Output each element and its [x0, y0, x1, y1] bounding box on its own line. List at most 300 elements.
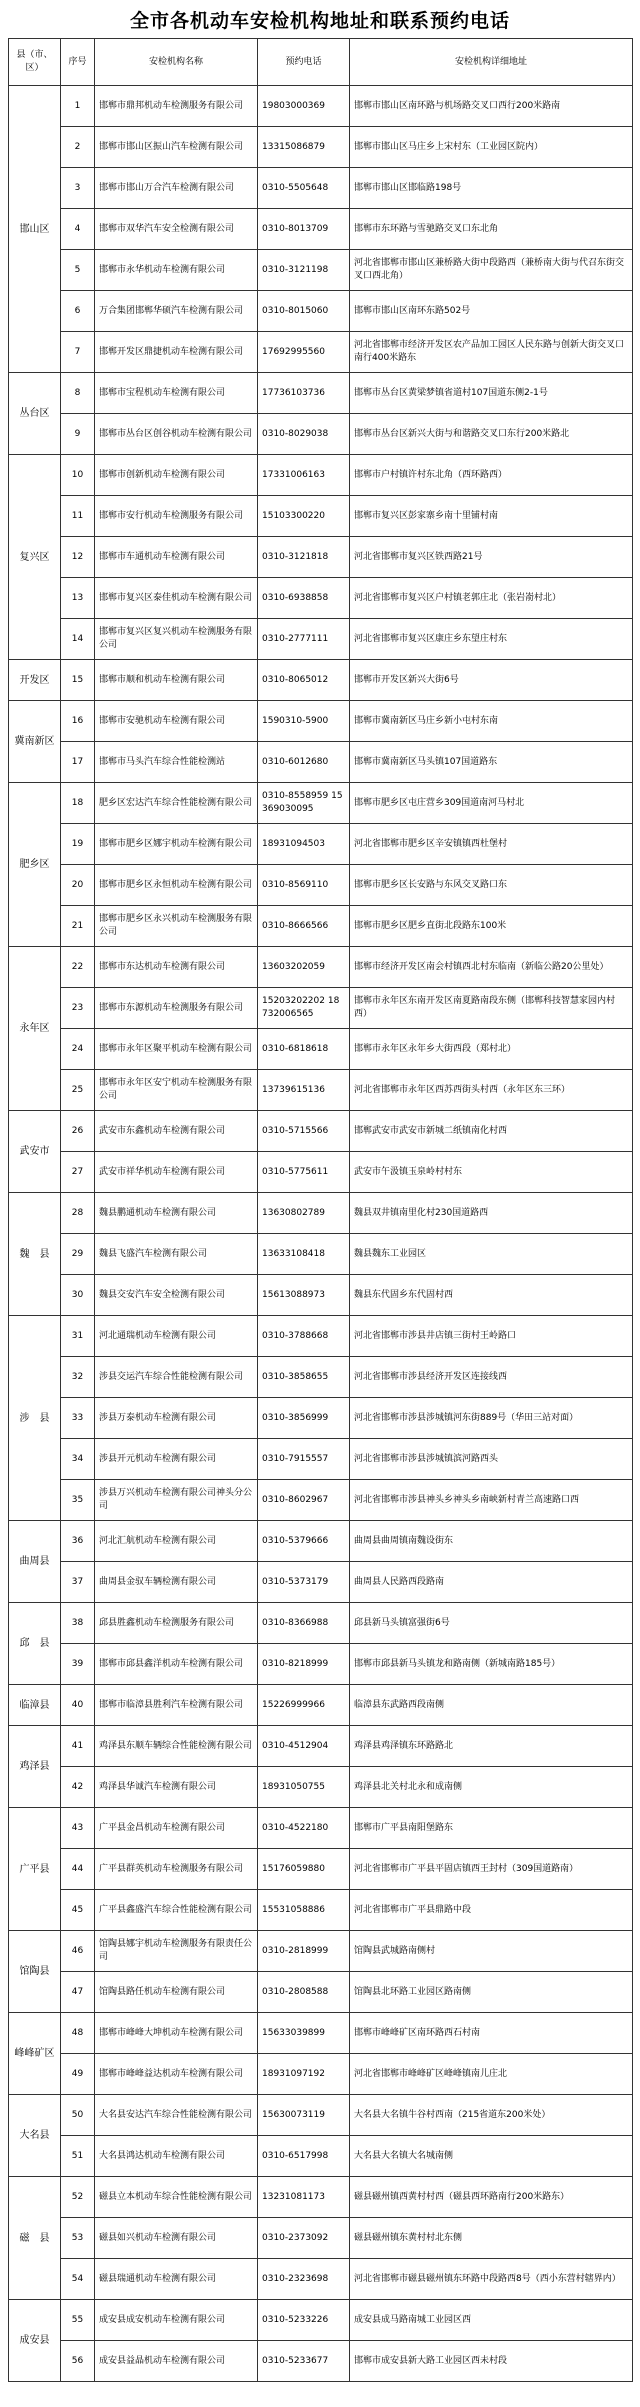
name-cell: 成安县益晶机动车检测有限公司 — [95, 2341, 258, 2382]
address-cell: 邯郸市肥乡区长安路与东风交叉路口东 — [350, 865, 633, 906]
address-cell: 河北省邯郸市复兴区户村镇老郭庄北（张岩嵛村北） — [350, 578, 633, 619]
name-cell: 邯郸市安行机动车检测服务有限公司 — [95, 496, 258, 537]
address-cell: 魏县魏东工业园区 — [350, 1234, 633, 1275]
address-cell: 邱县新马头镇富强街6号 — [350, 1603, 633, 1644]
seq-cell: 56 — [61, 2341, 95, 2382]
seq-cell: 30 — [61, 1275, 95, 1316]
name-cell: 武安市东鑫机动车检测有限公司 — [95, 1111, 258, 1152]
phone-cell: 13633108418 — [258, 1234, 350, 1275]
table-row — [9, 1808, 633, 1849]
address-cell: 鸡泽县北关村北永和成南侧 — [350, 1767, 633, 1808]
phone-cell: 0310-8015060 — [258, 291, 350, 332]
seq-cell: 17 — [61, 742, 95, 783]
table-row — [9, 1480, 633, 1521]
name-cell: 广平县鑫盛汽车综合性能检测有限公司 — [95, 1890, 258, 1931]
name-cell: 邯郸市复兴区泰佳机动车检测有限公司 — [95, 578, 258, 619]
table-row — [9, 250, 633, 291]
table-row — [9, 2013, 633, 2054]
seq-cell: 20 — [61, 865, 95, 906]
seq-cell: 52 — [61, 2177, 95, 2218]
phone-cell: 15176059880 — [258, 1849, 350, 1890]
address-cell: 大名县大名镇牛谷村西南（215省道东200米处） — [350, 2095, 633, 2136]
phone-cell: 15103300220 — [258, 496, 350, 537]
address-cell: 邯郸市成安县新大路工业园区西未村段 — [350, 2341, 633, 2382]
phone-cell: 0310-2808588 — [258, 1972, 350, 2013]
seq-cell: 1 — [61, 86, 95, 127]
name-cell: 馆陶县娜宇机动车检测服务有限责任公司 — [95, 1931, 258, 1972]
address-cell: 河北省邯郸市肥乡区辛安镇镇西杜堡村 — [350, 824, 633, 865]
county-cell: 永年区 — [9, 947, 61, 1111]
address-cell: 邯郸市户村镇许村东北角（西环路西） — [350, 455, 633, 496]
seq-cell: 11 — [61, 496, 95, 537]
seq-cell: 14 — [61, 619, 95, 660]
county-cell: 邱 县 — [9, 1603, 61, 1685]
address-cell: 邯郸市冀南新区马头镇107国道路东 — [350, 742, 633, 783]
seq-cell: 27 — [61, 1152, 95, 1193]
phone-cell: 0310-3121818 — [258, 537, 350, 578]
table-row — [9, 1316, 633, 1357]
seq-cell: 38 — [61, 1603, 95, 1644]
address-cell: 磁县磁州镇东黄村村北东侧 — [350, 2218, 633, 2259]
name-cell: 魏县鹏通机动车检测有限公司 — [95, 1193, 258, 1234]
table-row — [9, 824, 633, 865]
table-row — [9, 1890, 633, 1931]
county-cell: 开发区 — [9, 660, 61, 701]
name-cell: 大名县鸿达机动车检测有限公司 — [95, 2136, 258, 2177]
county-cell: 馆陶县 — [9, 1931, 61, 2013]
seq-cell: 7 — [61, 332, 95, 373]
county-cell: 邯山区 — [9, 86, 61, 373]
seq-cell: 41 — [61, 1726, 95, 1767]
name-cell: 邯郸开发区鼎捷机动车检测有限公司 — [95, 332, 258, 373]
name-cell: 邯郸市肥乡区永兴机动车检测服务有限公司 — [95, 906, 258, 947]
name-cell: 涉县万泰机动车检测有限公司 — [95, 1398, 258, 1439]
name-cell: 邯郸市丛台区创谷机动车检测有限公司 — [95, 414, 258, 455]
name-cell: 成安县成安机动车检测有限公司 — [95, 2300, 258, 2341]
address-cell: 河北省邯郸市涉县涉城镇滨河路西头 — [350, 1439, 633, 1480]
seq-cell: 5 — [61, 250, 95, 291]
seq-cell: 6 — [61, 291, 95, 332]
table-row — [9, 1275, 633, 1316]
name-cell: 涉县万兴机动车检测有限公司神头分公司 — [95, 1480, 258, 1521]
address-cell: 河北省邯郸市邯山区兼桥路大街中段路西（兼桥南大街与代召东街交叉口西北角） — [350, 250, 633, 291]
table-row — [9, 1726, 633, 1767]
name-cell: 邯郸市永年区安宁机动车检测服务有限公司 — [95, 1070, 258, 1111]
phone-cell: 15633039899 — [258, 2013, 350, 2054]
address-cell: 馆陶县武城路南侧村 — [350, 1931, 633, 1972]
phone-cell: 0310-5505648 — [258, 168, 350, 209]
address-cell: 河北省邯郸市复兴区康庄乡东望庄村东 — [350, 619, 633, 660]
page-title: 全市各机动车安检机构地址和联系预约电话 — [129, 10, 510, 32]
seq-cell: 42 — [61, 1767, 95, 1808]
table-row — [9, 209, 633, 250]
table-row — [9, 865, 633, 906]
address-cell: 成安县成马路南城工业园区西 — [350, 2300, 633, 2341]
seq-cell: 43 — [61, 1808, 95, 1849]
county-cell: 成安县 — [9, 2300, 61, 2382]
table-row — [9, 496, 633, 537]
name-cell: 肥乡区宏达汽车综合性能检测有限公司 — [95, 783, 258, 824]
address-cell: 河北省邯郸市永年区西苏西街头村西（永年区东三环） — [350, 1070, 633, 1111]
county-cell: 鸡泽县 — [9, 1726, 61, 1808]
name-cell: 邯郸市安驰机动车检测有限公司 — [95, 701, 258, 742]
table-row — [9, 1111, 633, 1152]
table-row — [9, 127, 633, 168]
county-cell: 丛台区 — [9, 373, 61, 455]
table-row — [9, 1152, 633, 1193]
address-cell: 曲周县人民路西段路南 — [350, 1562, 633, 1603]
table-row — [9, 291, 633, 332]
phone-cell: 0310-5233677 — [258, 2341, 350, 2382]
seq-cell: 25 — [61, 1070, 95, 1111]
phone-cell: 0310-2818999 — [258, 1931, 350, 1972]
inspection-table — [8, 38, 633, 2382]
header-seq: 序号 — [61, 39, 95, 86]
seq-cell: 36 — [61, 1521, 95, 1562]
seq-cell: 40 — [61, 1685, 95, 1726]
name-cell: 鸡泽县华诚汽车检测有限公司 — [95, 1767, 258, 1808]
seq-cell: 4 — [61, 209, 95, 250]
address-cell: 邯郸市开发区新兴大街6号 — [350, 660, 633, 701]
address-cell: 曲周县曲周镇南魏设街东 — [350, 1521, 633, 1562]
address-cell: 魏县东代固乡东代固村西 — [350, 1275, 633, 1316]
name-cell: 磁县瑞通机动车检测有限公司 — [95, 2259, 258, 2300]
name-cell: 邯郸市东源机动车检测服务有限公司 — [95, 988, 258, 1029]
phone-cell: 0310-5379666 — [258, 1521, 350, 1562]
name-cell: 邱县胜鑫机动车检测服务有限公司 — [95, 1603, 258, 1644]
name-cell: 邯郸市顺和机动车检测有限公司 — [95, 660, 258, 701]
seq-cell: 23 — [61, 988, 95, 1029]
header-phone: 预约电话 — [258, 39, 350, 86]
seq-cell: 35 — [61, 1480, 95, 1521]
address-cell: 河北省邯郸市涉县涉城镇河东街889号（华田三站对面） — [350, 1398, 633, 1439]
name-cell: 河北通瑞机动车检测有限公司 — [95, 1316, 258, 1357]
name-cell: 邯郸市复兴区复兴机动车检测服务有限公司 — [95, 619, 258, 660]
county-cell: 磁 县 — [9, 2177, 61, 2300]
phone-cell: 0310-3121198 — [258, 250, 350, 291]
phone-cell: 13603202059 — [258, 947, 350, 988]
address-cell: 河北省邯郸市磁县磁州镇东环路中段路西8号（西小东营村辖界内） — [350, 2259, 633, 2300]
seq-cell: 15 — [61, 660, 95, 701]
name-cell: 邯郸市临漳县胜利汽车检测有限公司 — [95, 1685, 258, 1726]
header-name: 安检机构名称 — [95, 39, 258, 86]
phone-cell: 0310-8558959 15369030095 — [258, 783, 350, 824]
seq-cell: 50 — [61, 2095, 95, 2136]
phone-cell: 0310-8013709 — [258, 209, 350, 250]
name-cell: 邯郸市马头汽车综合性能检测站 — [95, 742, 258, 783]
phone-cell: 0310-8666566 — [258, 906, 350, 947]
table-row — [9, 1644, 633, 1685]
address-cell: 鸡泽县鸡泽镇东环路路北 — [350, 1726, 633, 1767]
table-row — [9, 660, 633, 701]
table-row — [9, 537, 633, 578]
name-cell: 武安市祥华机动车检测有限公司 — [95, 1152, 258, 1193]
table-row — [9, 455, 633, 496]
address-cell: 大名县大名镇大名城南侧 — [350, 2136, 633, 2177]
name-cell: 广平县金昌机动车检测有限公司 — [95, 1808, 258, 1849]
seq-cell: 33 — [61, 1398, 95, 1439]
table-row — [9, 2095, 633, 2136]
address-cell: 邯郸市广平县南阳堡路东 — [350, 1808, 633, 1849]
table-row — [9, 742, 633, 783]
county-cell: 武安市 — [9, 1111, 61, 1193]
county-cell: 广平县 — [9, 1808, 61, 1931]
county-cell: 冀南新区 — [9, 701, 61, 783]
phone-cell: 0310-6938858 — [258, 578, 350, 619]
table-row — [9, 1439, 633, 1480]
name-cell: 魏县交安汽车安全检测有限公司 — [95, 1275, 258, 1316]
address-cell: 邯郸武安市武安市新城二纸镇南化村西 — [350, 1111, 633, 1152]
seq-cell: 53 — [61, 2218, 95, 2259]
phone-cell: 0310-8366988 — [258, 1603, 350, 1644]
address-cell: 邯郸市丛台区新兴大街与和谐路交叉口东行200米路北 — [350, 414, 633, 455]
table-row — [9, 1029, 633, 1070]
phone-cell: 0310-5715566 — [258, 1111, 350, 1152]
name-cell: 河北汇航机动车检测有限公司 — [95, 1521, 258, 1562]
header-county: 县（市、区） — [9, 39, 61, 86]
table-row — [9, 1562, 633, 1603]
seq-cell: 45 — [61, 1890, 95, 1931]
seq-cell: 39 — [61, 1644, 95, 1685]
table-row — [9, 1972, 633, 2013]
name-cell: 邯郸市宝程机动车检测有限公司 — [95, 373, 258, 414]
seq-cell: 34 — [61, 1439, 95, 1480]
table-row — [9, 1767, 633, 1808]
phone-cell: 0310-8602967 — [258, 1480, 350, 1521]
phone-cell: 17736103736 — [258, 373, 350, 414]
table-row — [9, 414, 633, 455]
phone-cell: 0310-4512904 — [258, 1726, 350, 1767]
table-row — [9, 1521, 633, 1562]
name-cell: 邯郸市鼎邦机动车检测服务有限公司 — [95, 86, 258, 127]
name-cell: 魏县飞盛汽车检测有限公司 — [95, 1234, 258, 1275]
phone-cell: 0310-5775611 — [258, 1152, 350, 1193]
seq-cell: 29 — [61, 1234, 95, 1275]
seq-cell: 21 — [61, 906, 95, 947]
county-cell: 曲周县 — [9, 1521, 61, 1603]
table-row — [9, 1070, 633, 1111]
seq-cell: 16 — [61, 701, 95, 742]
name-cell: 涉县交运汽车综合性能检测有限公司 — [95, 1357, 258, 1398]
name-cell: 邯郸市峰峰益达机动车检测有限公司 — [95, 2054, 258, 2095]
table-row — [9, 1234, 633, 1275]
phone-cell: 17692995560 — [258, 332, 350, 373]
phone-cell: 0310-2777111 — [258, 619, 350, 660]
phone-cell: 0310-6012680 — [258, 742, 350, 783]
seq-cell: 22 — [61, 947, 95, 988]
county-cell: 涉 县 — [9, 1316, 61, 1521]
table-row — [9, 86, 633, 127]
address-cell: 魏县双井镇南里化村230国道路西 — [350, 1193, 633, 1234]
address-cell: 邯郸市邯山区马庄乡上宋村东（工业园区院内） — [350, 127, 633, 168]
seq-cell: 28 — [61, 1193, 95, 1234]
phone-cell: 0310-5373179 — [258, 1562, 350, 1603]
address-cell: 馆陶县北环路工业园区路南侧 — [350, 1972, 633, 2013]
table-row — [9, 906, 633, 947]
phone-cell: 1590310-5900 — [258, 701, 350, 742]
name-cell: 邯郸市创新机动车检测有限公司 — [95, 455, 258, 496]
table-row — [9, 2341, 633, 2382]
table-row — [9, 332, 633, 373]
county-cell: 临漳县 — [9, 1685, 61, 1726]
table-row — [9, 947, 633, 988]
phone-cell: 18931094503 — [258, 824, 350, 865]
phone-cell: 0310-6517998 — [258, 2136, 350, 2177]
seq-cell: 2 — [61, 127, 95, 168]
table-row — [9, 783, 633, 824]
seq-cell: 49 — [61, 2054, 95, 2095]
address-cell: 河北省邯郸市涉县经济开发区连接线西 — [350, 1357, 633, 1398]
phone-cell: 15226999966 — [258, 1685, 350, 1726]
address-cell: 邯郸市肥乡区肥乡直街北段路东100米 — [350, 906, 633, 947]
address-cell: 邯郸市邯山区南环路与机场路交叉口西行200米路南 — [350, 86, 633, 127]
seq-cell: 54 — [61, 2259, 95, 2300]
seq-cell: 18 — [61, 783, 95, 824]
table-row — [9, 168, 633, 209]
name-cell: 大名县安达汽车综合性能检测有限公司 — [95, 2095, 258, 2136]
address-cell: 邯郸市峰峰矿区南环路西石村南 — [350, 2013, 633, 2054]
county-cell: 肥乡区 — [9, 783, 61, 947]
name-cell: 馆陶县路任机动车检测有限公司 — [95, 1972, 258, 2013]
phone-cell: 0310-8569110 — [258, 865, 350, 906]
name-cell: 邯郸市肥乡区娜宇机动车检测有限公司 — [95, 824, 258, 865]
phone-cell: 17331006163 — [258, 455, 350, 496]
name-cell: 磁县立本机动车综合性能检测有限公司 — [95, 2177, 258, 2218]
address-cell: 邯郸市肥乡区屯庄营乡309国道南河马村北 — [350, 783, 633, 824]
phone-cell: 18931097192 — [258, 2054, 350, 2095]
phone-cell: 15203202202 18732006565 — [258, 988, 350, 1029]
table-row — [9, 1931, 633, 1972]
phone-cell: 15531058886 — [258, 1890, 350, 1931]
phone-cell: 19803000369 — [258, 86, 350, 127]
name-cell: 曲周县金驭车辆检测有限公司 — [95, 1562, 258, 1603]
address-cell: 邯郸市经济开发区南会村镇西北村东临南（新临公路20公里处） — [350, 947, 633, 988]
name-cell: 邯郸市车通机动车检测有限公司 — [95, 537, 258, 578]
seq-cell: 31 — [61, 1316, 95, 1357]
address-cell: 邯郸市永年区永年乡大街西段（郑村北） — [350, 1029, 633, 1070]
seq-cell: 9 — [61, 414, 95, 455]
name-cell: 邯郸市永年区聚平机动车检测有限公司 — [95, 1029, 258, 1070]
seq-cell: 44 — [61, 1849, 95, 1890]
seq-cell: 51 — [61, 2136, 95, 2177]
phone-cell: 13231081173 — [258, 2177, 350, 2218]
seq-cell: 46 — [61, 1931, 95, 1972]
seq-cell: 48 — [61, 2013, 95, 2054]
seq-cell: 32 — [61, 1357, 95, 1398]
header-row — [9, 39, 633, 86]
table-body — [9, 86, 633, 2382]
name-cell: 广平县群英机动车检测服务有限公司 — [95, 1849, 258, 1890]
name-cell: 邯郸市邱县鑫洋机动车检测有限公司 — [95, 1644, 258, 1685]
table-row — [9, 1849, 633, 1890]
address-cell: 磁县磁州镇西黄村村西（磁县西环路南行200米路东） — [350, 2177, 633, 2218]
table-row — [9, 373, 633, 414]
seq-cell: 13 — [61, 578, 95, 619]
name-cell: 邯郸市邯山区振山汽车检测有限公司 — [95, 127, 258, 168]
seq-cell: 3 — [61, 168, 95, 209]
seq-cell: 8 — [61, 373, 95, 414]
county-cell: 魏 县 — [9, 1193, 61, 1316]
county-cell: 峰峰矿区 — [9, 2013, 61, 2095]
county-cell: 复兴区 — [9, 455, 61, 660]
name-cell: 涉县开元机动车检测有限公司 — [95, 1439, 258, 1480]
address-cell: 河北省邯郸市经济开发区农产品加工园区人民东路与创新大街交叉口南行400米路东 — [350, 332, 633, 373]
name-cell: 万合集团邯郸华硕汽车检测有限公司 — [95, 291, 258, 332]
address-cell: 临漳县东武路西段南侧 — [350, 1685, 633, 1726]
phone-cell: 0310-5233226 — [258, 2300, 350, 2341]
phone-cell: 0310-2373092 — [258, 2218, 350, 2259]
table-row — [9, 2054, 633, 2095]
address-cell: 河北省邯郸市峰峰矿区峰峰镇南儿庄北 — [350, 2054, 633, 2095]
phone-cell: 0310-8029038 — [258, 414, 350, 455]
table-row — [9, 2177, 633, 2218]
table-row — [9, 2136, 633, 2177]
table-row — [9, 1398, 633, 1439]
seq-cell: 37 — [61, 1562, 95, 1603]
seq-cell: 24 — [61, 1029, 95, 1070]
address-cell: 邯郸市复兴区彭家寨乡南十里铺村南 — [350, 496, 633, 537]
seq-cell: 10 — [61, 455, 95, 496]
table-row — [9, 1193, 633, 1234]
phone-cell: 0310-2323698 — [258, 2259, 350, 2300]
table-row — [9, 988, 633, 1029]
header-address: 安检机构详细地址 — [350, 39, 633, 86]
table-row — [9, 2300, 633, 2341]
seq-cell: 12 — [61, 537, 95, 578]
phone-cell: 15613088973 — [258, 1275, 350, 1316]
table-row — [9, 2218, 633, 2259]
name-cell: 邯郸市肥乡区永恒机动车检测有限公司 — [95, 865, 258, 906]
phone-cell: 0310-3856999 — [258, 1398, 350, 1439]
table-row — [9, 1357, 633, 1398]
county-cell: 大名县 — [9, 2095, 61, 2177]
name-cell: 邯郸市双华汽车安全检测有限公司 — [95, 209, 258, 250]
address-cell: 邯郸市冀南新区马庄乡新小屯村东南 — [350, 701, 633, 742]
phone-cell: 13315086879 — [258, 127, 350, 168]
phone-cell: 15630073119 — [258, 2095, 350, 2136]
address-cell: 河北省邯郸市涉县井店镇三街村王岭路口 — [350, 1316, 633, 1357]
seq-cell: 55 — [61, 2300, 95, 2341]
phone-cell: 13630802789 — [258, 1193, 350, 1234]
address-cell: 邯郸市东环路与雪驰路交叉口东北角 — [350, 209, 633, 250]
seq-cell: 19 — [61, 824, 95, 865]
phone-cell: 0310-6818618 — [258, 1029, 350, 1070]
name-cell: 邯郸市东达机动车检测有限公司 — [95, 947, 258, 988]
name-cell: 磁县如兴机动车检测有限公司 — [95, 2218, 258, 2259]
address-cell: 河北省邯郸市广平县鼎路中段 — [350, 1890, 633, 1931]
phone-cell: 0310-3858655 — [258, 1357, 350, 1398]
table-row — [9, 2259, 633, 2300]
address-cell: 河北省邯郸市广平县平固店镇西王封村（309国道路南） — [350, 1849, 633, 1890]
name-cell: 邯郸市邯山万合汽车检测有限公司 — [95, 168, 258, 209]
table-row — [9, 578, 633, 619]
table-row — [9, 619, 633, 660]
phone-cell: 0310-3788668 — [258, 1316, 350, 1357]
address-cell: 邯郸市邯山区南环东路502号 — [350, 291, 633, 332]
phone-cell: 18931050755 — [258, 1767, 350, 1808]
address-cell: 河北省邯郸市复兴区铁西路21号 — [350, 537, 633, 578]
address-cell: 河北省邯郸市涉县神头乡神头乡南峡新村青兰高速路口西 — [350, 1480, 633, 1521]
address-cell: 邯郸市邯山区邯临路198号 — [350, 168, 633, 209]
phone-cell: 0310-8065012 — [258, 660, 350, 701]
address-cell: 武安市午汲镇玉泉岭村村东 — [350, 1152, 633, 1193]
seq-cell: 26 — [61, 1111, 95, 1152]
table-row — [9, 1685, 633, 1726]
address-cell: 邯郸市永年区东南开发区南夏路南段东侧（邯郸科技智慧家园内村西） — [350, 988, 633, 1029]
seq-cell: 47 — [61, 1972, 95, 2013]
name-cell: 鸡泽县东顺车辆综合性能检测有限公司 — [95, 1726, 258, 1767]
phone-cell: 0310-4522180 — [258, 1808, 350, 1849]
